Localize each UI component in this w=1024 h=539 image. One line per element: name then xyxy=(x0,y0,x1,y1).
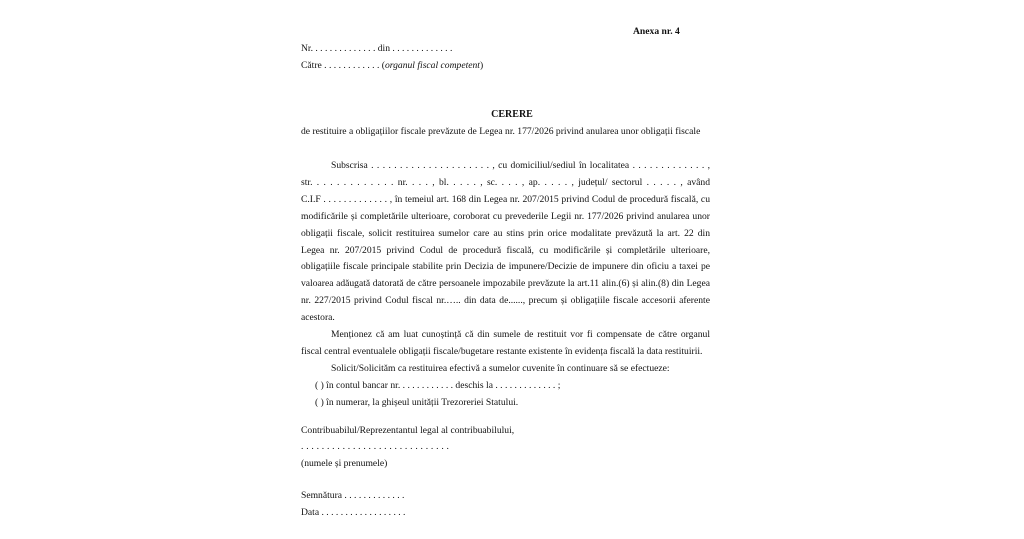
request-paragraph: C.I.F . . . . . . . . . . . . . , în temeiul art. 168 din Legea nr. 207/2015 privind Codul de procedură fiscală, cu modificările și completările ulterioare, coroborat cu prevederile Legii nr. 177/2026 privind anularea unor obligații fiscale, solicit restituirea sumelor care au stins prin orice modalitate prevăzută la art. 22 din Legea nr. 207/2015 privind Codul de procedură fiscală, cu modificările și completările ulterioare, obligațiile fiscale principale stabilite prin Decizia de impunere/Decizie de impunere din oficiu a taxei pe valoarea adăugată datorată de către persoanele impozabile prevăzute la art.11 alin.(6) și alin.(8) din Legea nr. 227/2015 privind Codul fiscal nr.….. din data de......, precum și obligațiile fiscale accesorii aferente acestora. xyxy=(301,193,710,324)
signature-line: Semnătura . . . . . . . . . . . . . xyxy=(301,490,405,501)
request-body xyxy=(301,158,710,412)
option-cash: ( ) în numerar, la ghișeul unității Trezoreriei Statului. xyxy=(315,396,519,408)
applicant-line: Subscrisa . . . . . . . . . . . . . . . . . . . . . , cu domiciliul/sediul în localitatea . . . . . . . . . . . . . , xyxy=(331,160,710,171)
name-dots: . . . . . . . . . . . . . . . . . . . . . . . . . . . . . xyxy=(301,441,450,452)
registration-number-line: Nr. . . . . . . . . . . . . . din . . . . . . . . . . . . . xyxy=(301,43,453,54)
annex-label: Anexa nr. 4 xyxy=(633,26,680,37)
compensation-paragraph: Menționez că am luat cunoștință că din sumele de restituit vor fi compensate de către organul fiscal central eventualele obligații fiscale/bugetare restante existente în evidența fiscală la data restituirii. xyxy=(301,329,710,357)
option-bank-account: ( ) în contul bancar nr. . . . . . . . . . . . deschis la . . . . . . . . . . . . . ; xyxy=(315,379,561,391)
document-subtitle: de restituire a obligațiilor fiscale prevăzute de Legea nr. 177/2026 privind anularea unor obligații fiscale xyxy=(301,126,701,137)
recipient-suffix: ) xyxy=(479,60,484,71)
recipient-line xyxy=(301,60,483,71)
recipient-organ: organul fiscal competent xyxy=(384,60,480,71)
recipient-prefix: Către . . . . . . . . . . . . ( xyxy=(301,60,385,71)
date-line: Data . . . . . . . . . . . . . . . . . . xyxy=(301,507,406,518)
payment-method-intro: Solicit/Solicităm ca restituirea efectivă a sumelor cuvenite în continuare să se efectueze: xyxy=(331,362,670,374)
document-title: CERERE xyxy=(491,109,533,120)
contributor-label: Contribuabilul/Reprezentantul legal al contribuabilului, xyxy=(301,425,515,436)
address-line: str. . . . . . . . . . . . . nr. . . . , bl. . . . . , sc. . . . , ap. . . . . , județul/ sectorul . . . . . , având xyxy=(301,176,710,188)
name-caption: (numele și prenumele) xyxy=(301,458,388,469)
